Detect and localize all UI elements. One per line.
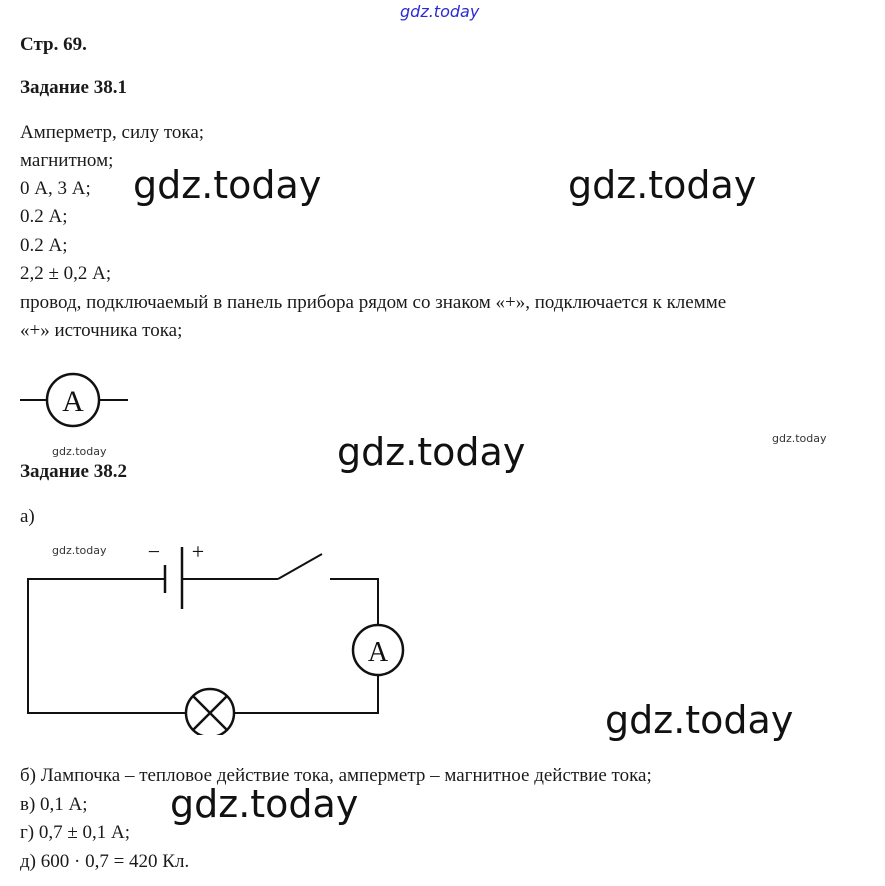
battery-plus-sign: + bbox=[191, 539, 205, 564]
watermark-small-3: gdz.today bbox=[52, 544, 107, 557]
task-38-2-title: Задание 38.2 bbox=[20, 461, 127, 482]
task1-line-3: 0 А, 3 А; bbox=[20, 178, 91, 199]
task1-line-7: провод, подключаемый в панель прибора рядом со знаком «+», подключается к клемме bbox=[20, 292, 727, 313]
task1-line-1: Амперметр, силу тока; bbox=[20, 122, 205, 143]
wire-bottom-right bbox=[235, 675, 378, 713]
watermark-big-1: gdz.today bbox=[133, 163, 322, 207]
watermark-top: gdz.today bbox=[400, 2, 480, 21]
answer-v: в) 0,1 А; bbox=[20, 794, 88, 815]
ammeter-symbol bbox=[18, 372, 133, 428]
watermark-small-2: gdz.today bbox=[772, 432, 827, 445]
wire-right bbox=[330, 579, 378, 625]
watermark-big-3: gdz.today bbox=[337, 430, 526, 474]
battery-minus-sign: − bbox=[147, 539, 161, 564]
answer-d: д) 600 · 0,7 = 420 Кл. bbox=[20, 851, 190, 872]
watermark-small-1: gdz.today bbox=[52, 445, 107, 458]
watermark-big-4: gdz.today bbox=[605, 698, 794, 742]
task1-line-5: 0.2 А; bbox=[20, 235, 68, 256]
wire-left bbox=[28, 579, 185, 713]
switch-lever bbox=[278, 554, 322, 579]
ammeter-symbol-label: A bbox=[62, 385, 84, 418]
circuit-ammeter-label: A bbox=[367, 637, 389, 668]
part-a-label: а) bbox=[20, 506, 35, 527]
answer-b: б) Лампочка – тепловое действие тока, амперметр – магнитное действие тока; bbox=[20, 765, 652, 786]
watermark-big-5: gdz.today bbox=[170, 782, 359, 826]
task1-line-2: магнитном; bbox=[20, 150, 114, 171]
task1-line-6: 2,2 ± 0,2 А; bbox=[20, 263, 112, 284]
task1-line-4: 0.2 А; bbox=[20, 206, 68, 227]
answer-g: г) 0,7 ± 0,1 А; bbox=[20, 822, 131, 843]
circuit-diagram bbox=[0, 535, 420, 735]
task1-line-8: «+» источника тока; bbox=[20, 320, 183, 341]
page-label: Стр. 69. bbox=[20, 34, 87, 55]
task-38-1-title: Задание 38.1 bbox=[20, 77, 127, 98]
watermark-big-2: gdz.today bbox=[568, 163, 757, 207]
